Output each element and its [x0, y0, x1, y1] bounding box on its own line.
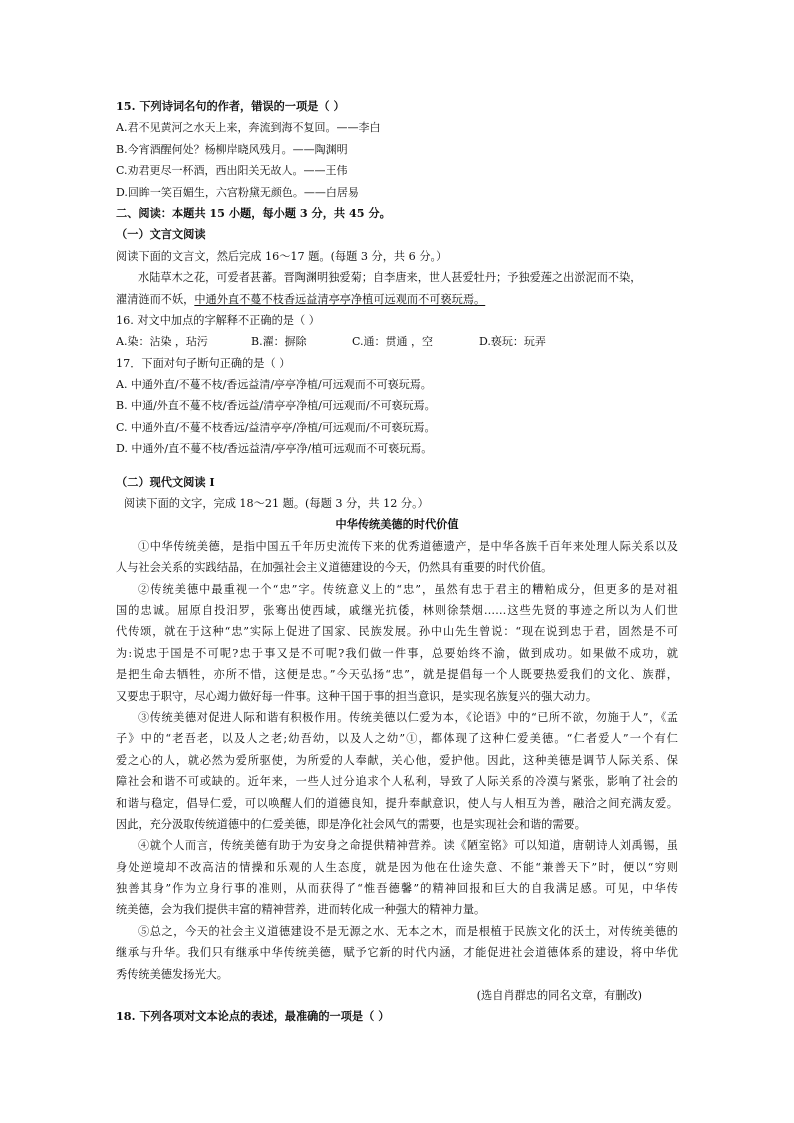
section2-sub2: （二）现代文阅读 Ⅰ	[116, 474, 215, 489]
section2-heading: 二、阅读：本题共 15 小题，每小题 3 分，共 45 分。	[116, 205, 391, 220]
q15-option-b: B.今宵酒醒何处？杨柳岸晓风残月。——陶渊明	[116, 142, 348, 156]
section2-sub1: （一）文言文阅读	[116, 227, 206, 242]
article-line: 代传颂，就在于这种“忠”实际上促进了国家、民族发展。孙中山先生曾说：“现在说到忠于君，固然是不可	[116, 625, 678, 639]
q16-options	[116, 331, 678, 352]
article-line: ④就个人而言，传统美德有助于为安身之命提供精神营养。读《陋室铭》可以知道，唐朝诗人刘禹锡，虽	[138, 839, 678, 853]
q15-stem: 15. 下列诗词名句的作者，错误的一项是（ ）	[116, 99, 345, 113]
article-line: ③传统美德对促进人际和谐有积极作用。传统美德以仁爱为本，《论语》中的“已所不欲，勿施于人”，《孟	[138, 710, 678, 724]
q17-stem: 17．下面对句子断句正确的是（ ）	[116, 356, 291, 370]
section2-instr2: 阅读下面的文字，完成 18～21 题。(每题 3 分，共 12 分。）	[124, 497, 429, 511]
q15-option-c: C.劝君更尽一杯酒，西出阳关无故人。——王伟	[116, 164, 348, 178]
article-line: 因此，充分汲取传统道德中的仁爱美德，即是净化社会风气的需要，也是实现社会和谐的需要。	[116, 817, 586, 831]
article-line: 身处逆境却不改高洁的情操和乐观的人生态度，就是因为他在仕途失意、不能“兼善天下”时，便以“穷则	[116, 860, 678, 874]
q16-option-d: D.亵玩：玩弄	[479, 335, 546, 349]
q17-option-d: D. 中通外/直不蔓不枝/香远益清/亭亭净/植可远观而不可亵玩焉。	[116, 442, 433, 456]
q16-option-b: B.濯：摒除	[251, 335, 307, 349]
article-line: 秀传统美德发扬光大。	[116, 967, 228, 981]
article-title: 中华传统美德的时代价值	[335, 517, 459, 532]
article-line: 又要忠于职守，尽心竭力做好每一件事。这种干国于事的担当意识，是实现名族复兴的强大动力。	[116, 689, 598, 703]
article-body	[116, 536, 678, 985]
q16-option-a: A.染：沾染 ，玷污	[116, 335, 208, 349]
article-line: 为:说忠于国是不可呢?忠于事又是不可呢?我们做一件事，总要始终不渝，做到成功。如果做不成功，就	[116, 646, 678, 660]
article-line: 人与社会关系的实践结晶，在加强社会主义道德建设的今天，仍然具有重要的时代价值。	[116, 561, 553, 575]
article-line: 继承与升华。我们只有继承中华传统美德，赋予它新的时代内涵，才能促进社会道德体系的建设，将中华优	[116, 946, 678, 960]
exam-page	[116, 96, 678, 1028]
article-line: 爱之心的人，就必然为爱所驱使，为所爱的人奉献，关心他，爱护他。因此，这种美德是调节人际关系、保	[116, 753, 678, 767]
article-line: 子》中的“老吾老，以及人之老;幼吾幼，以及人之幼”①，都体现了这种仁爱美德。“仁者爱人”一个有仁	[116, 732, 678, 746]
article-line: ②传统美德中最重视一个“忠”字。传统意义上的“忠”，虽然有忠于君主的糟粕成分，但更多的是对祖	[138, 582, 678, 596]
article-source: (选自肖群忠的同名文章，有删改)	[476, 989, 642, 1003]
q15-option-a: A.君不见黄河之水天上来，奔流到海不复回。——李白	[116, 121, 381, 135]
passage-line-2b: 中通外直不蔓不枝香远益清亭亭净植可远观而不可亵玩焉。	[194, 292, 486, 306]
q17-option-b: B. 中通/外直不蔓不枝/香远益/清亭亭净植/可远观而/不可亵玩焉。	[116, 399, 436, 413]
article-line: 是把生命去牺牲，亦所不惜，这便是忠。”今天弘扬“忠”，就是提倡每一个人既要热爱我们的文化、族群，	[116, 668, 678, 682]
passage-line-2a: 濯清涟而不妖，	[116, 292, 195, 306]
q18-stem: 18. 下列各项对文本论点的表述，最准确的一项是（ ）	[116, 1009, 390, 1024]
article-line: ⑤总之，今天的社会主义道德建设不是无源之水、无本之木，而是根植于民族文化的沃土，对传统美德的	[138, 924, 678, 938]
q17-option-c: C. 中通外直/不蔓不枝香远/益清亭亭/净植/可远观而/不可亵玩焉。	[116, 420, 436, 434]
article-line: 国的忠诚。屈原自投汨罗，张骞出使西域，戚继光抗倭，林则徐禁烟……这些先贤的事迹之所以为人们世	[116, 603, 678, 617]
section2-instr1: 阅读下面的文言文，然后完成 16～17 题。(每题 3 分，共 6 分。）	[116, 249, 448, 263]
article-line: 独善其身”作为立身行事的准则，从而获得了“惟吾德馨”的精神回报和巨大的自我满足感。可见，中华传	[116, 882, 678, 896]
q17-option-a: A. 中通外直/不蔓不枝/香远益清/亭亭净植/可远观而不可亵玩焉。	[116, 378, 432, 392]
article-line: ①中华传统美德，是指中国五千年历史流传下来的优秀道德遗产，是中华各族千百年来处理人际关系以及	[138, 539, 678, 553]
q16-stem: 16. 对文中加点的字解释不正确的是（ ）	[116, 313, 320, 327]
article-line: 统美德，会为我们提供丰富的精神营养，进而转化成一种强大的精神力量。	[116, 903, 486, 917]
q16-option-c: C.通：贯通 ，空	[352, 335, 434, 349]
passage-line-2	[116, 289, 678, 310]
q15-option-d: D.回眸一笑百媚生，六宫粉黛无颜色。——白居易	[116, 185, 359, 199]
article-line: 障社会和谐不可或缺的。近年来，一些人过分追求个人私利，导致了人际关系的冷漠与紧张，影响了社会的	[116, 775, 678, 789]
article-line: 和谐与稳定，倡导仁爱，可以唤醒人们的道德良知，提升奉献意识，使人与人相互为善，融洽之间充满友爱。	[116, 796, 678, 810]
passage-line-1: 水陆草木之花，可爱者甚蕃。晋陶渊明独爱菊；自李唐来，世人甚爱牡丹；予独爱莲之出淤泥而不染，	[138, 271, 642, 285]
